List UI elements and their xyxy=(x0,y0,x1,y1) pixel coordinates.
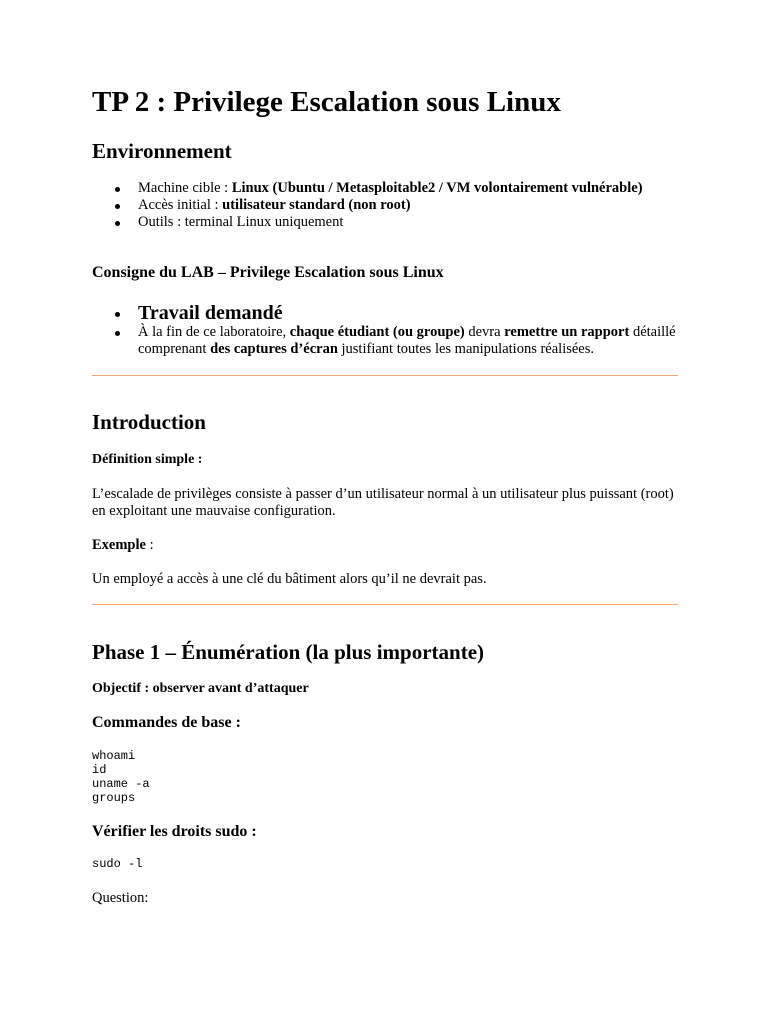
objectif-text: Objectif : observer avant d’attaquer xyxy=(92,681,309,696)
sudo-code-block: sudo -l xyxy=(92,857,143,871)
heading-commandes: Commandes de base : xyxy=(92,714,241,731)
commandes-code-block: whoami id uname -a groups xyxy=(92,749,150,805)
exemple-label: Exemple xyxy=(92,537,146,553)
bullet-icon xyxy=(115,331,120,336)
list-item-travail: Travail demandé xyxy=(92,302,678,324)
bullet-icon xyxy=(115,312,120,317)
list-item: Accès initial : utilisateur standard (non root) xyxy=(92,197,678,214)
divider xyxy=(92,604,678,605)
bullet-icon xyxy=(115,221,120,226)
definition-text: L’escalade de privilèges consiste à passer d’un utilisateur normal à un utilisateur plus puissant (root) en exploitant une mauvaise configuration. xyxy=(92,486,674,519)
bullet-icon xyxy=(115,187,120,192)
heading-introduction: Introduction xyxy=(92,410,206,434)
list-item-rapport: À la fin de ce laboratoire, chaque étudiant (ou groupe) devra remettre un rapport détaillé comprenant des captures d’écran justifiant toutes les manipulations réalisées. xyxy=(92,324,678,358)
heading-phase1: Phase 1 – Énumération (la plus importante) xyxy=(92,640,485,664)
environnement-list xyxy=(92,180,678,231)
heading-sudo: Vérifier les droits sudo : xyxy=(92,823,257,840)
list-item: Machine cible : Linux (Ubuntu / Metasploitable2 / VM volontairement vulnérable) xyxy=(92,180,678,197)
exemple-text: Un employé a accès à une clé du bâtiment alors qu’il ne devrait pas. xyxy=(92,571,487,587)
bullet-icon xyxy=(115,204,120,209)
heading-consigne: Consigne du LAB – Privilege Escalation sous Linux xyxy=(92,264,444,281)
list-item: Outils : terminal Linux uniquement xyxy=(92,214,678,231)
consigne-list xyxy=(92,302,678,358)
exemple-line: Exemple : xyxy=(92,537,154,553)
definition-label: Définition simple : xyxy=(92,452,203,467)
divider xyxy=(92,375,678,376)
question-label: Question: xyxy=(92,890,149,906)
page-title: TP 2 : Privilege Escalation sous Linux xyxy=(92,86,561,118)
heading-environnement: Environnement xyxy=(92,139,232,163)
